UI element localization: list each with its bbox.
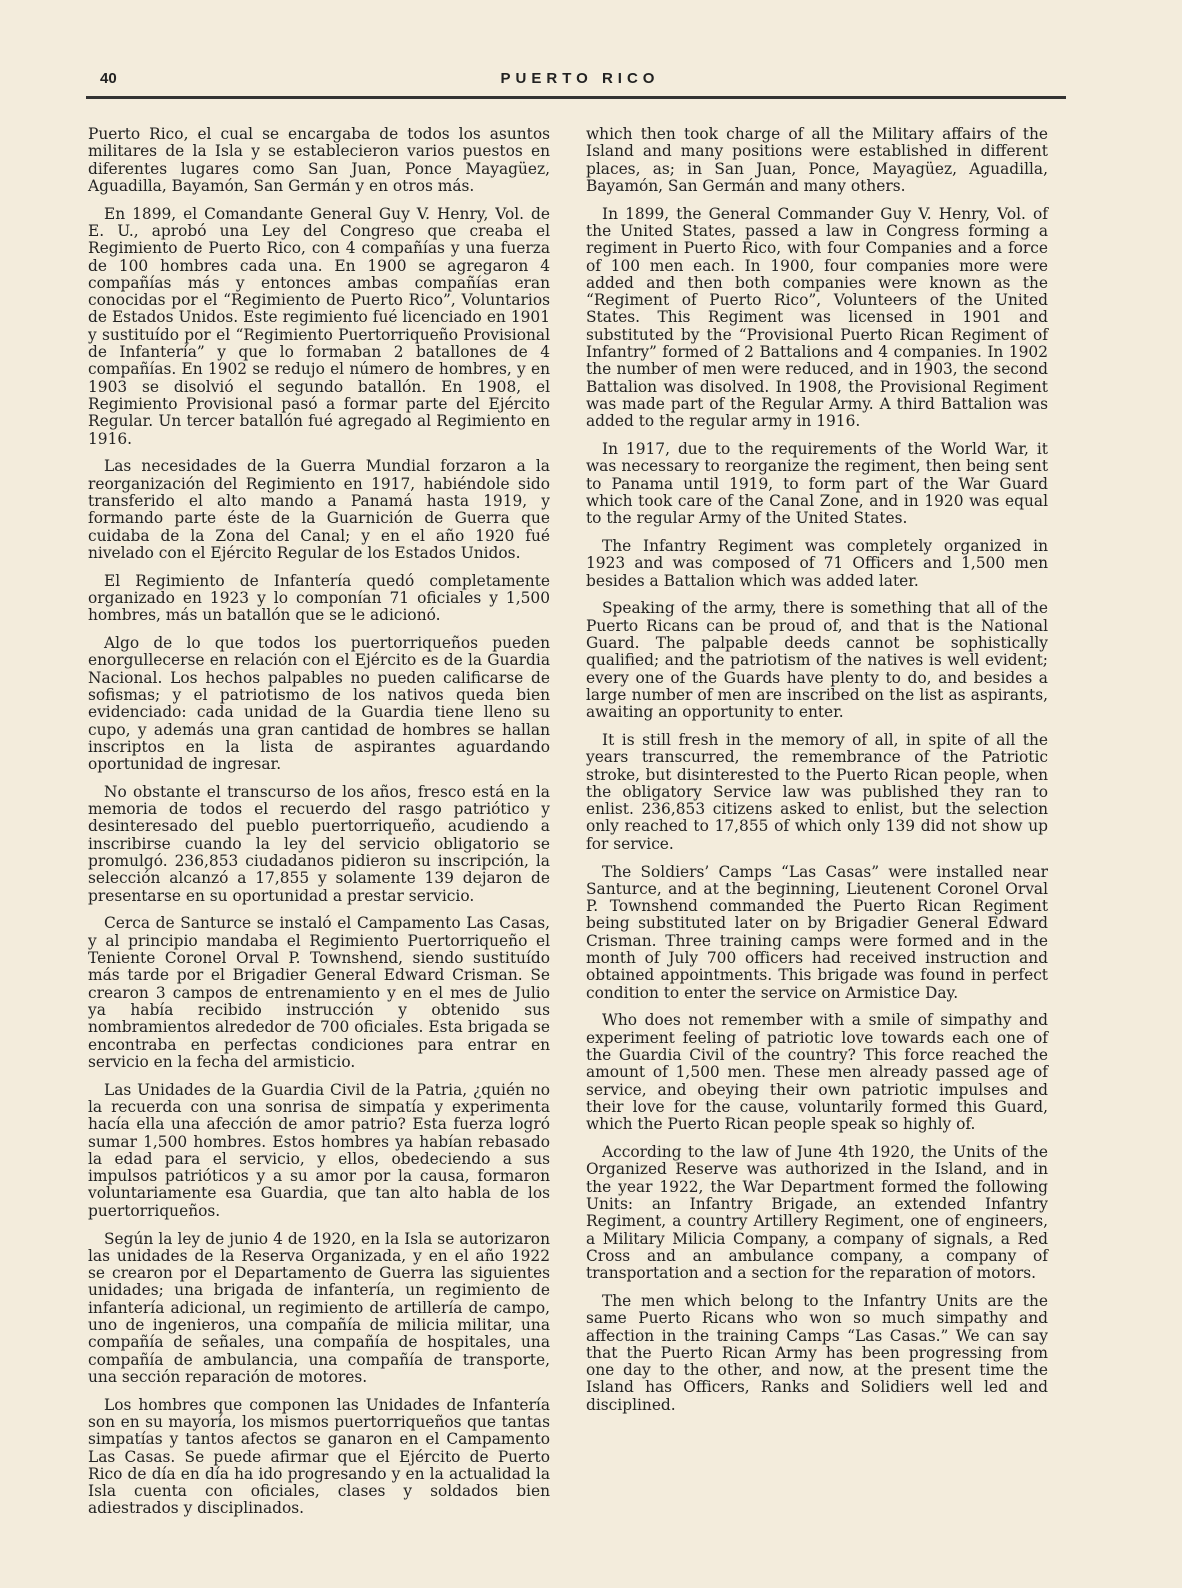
spanish-paragraph: Cerca de Santurce se instaló el Campamento Las Casas, y al principio mandaba el Regimiento Puertorriqueño el Teniente Coronel Orval P. Townshend, siendo sustituído más tarde por el Brigadier General Edward Crisman. Se crearon 3 campos de entrenamiento y en el mes de Julio ya había recibido instrucción y obtenido sus nombramientos alrededor de 700 oficiales. Esta brigada se encontraba en perfectas condiciones para entrar en servicio en la fecha del armisticio. [88,914,550,1071]
english-paragraph: Who does not remember with a smile of simpathy and experiment feeling of patriotic love towards each one of the Guardia Civil of the country? This force reached the amount of 1,500 men. These men already passed age of service, and obeying their own patriotic impulses and their love for the cause, voluntarily formed this Guard, which the Puerto Rican people speak so highly of. [586,1011,1048,1134]
english-paragraph: In 1917, due to the requirements of the World War, it was necessary to reorganize the regiment, then being sent to Panama until 1919, to form part of the War Guard which took care of the Canal Zone, and in 1920 was equal to the regular Army of the United States. [586,440,1048,528]
header-rule [86,96,1066,99]
english-paragraph: The Soldiers’ Camps “Las Casas” were installed near Santurce, and at the beginning, Lieutenent Coronel Orval P. Townshend commanded the Puerto Rican Regiment being substituted later on by Brigadier General Edward Crisman. Three training camps were formed and in the month of July 700 officers had received instruction and obtained appointments. This brigade was found in perfect condition to enter the service on Armistice Day. [586,862,1048,1002]
english-paragraph: According to the law of June 4th 1920, the Units of the Organized Reserve was authorized in the Island, and in the year 1922, the War Department formed the following Units: an Infantry Brigade, an extended Infantry Regiment, a country Artillery Regiment, one of engineers, a Military Milicia Company, a company of signals, a Red Cross and an ambulance company, a company of transportation and a section for the reparation of motors. [586,1143,1048,1283]
spanish-paragraph: Puerto Rico, el cual se encargaba de todos los asuntos militares de la Isla y se establecieron varios puestos en diferentes lugares como San Juan, Ponce Mayagüez, Aguadilla, Bayamón, San Germán y en otros más. [88,125,550,195]
spanish-paragraph: En 1899, el Comandante General Guy V. Henry, Vol. de E. U., aprobó una Ley del Congreso que creaba el Regimiento de Puerto Rico, con 4 compañías y una fuerza de 100 hombres cada una. En 1900 se agregaron 4 compañías más y entonces ambas compañías eran conocidas por el “Regimiento de Puerto Rico”, Voluntarios de Estados Unidos. Este regimiento fué licenciado en 1901 y sustituído por el “Regimiento Puertorriqueño Provisional de Infantería” y que lo formaban 2 batallones de 4 compañías. En 1902 se redujo el número de hombres, y en 1903 se disolvió el segundo batallón. En 1908, el Regimiento Provisional pasó a formar parte del Ejército Regular. Un tercer batallón fué agregado al Regimiento en 1916. [88,204,550,448]
journal-title: PUERTO RICO [500,70,660,87]
english-paragraph: The men which belong to the Infantry Units are the same Puerto Ricans who won so much simpathy and affection in the training Camps “Las Casas.” We can say that the Puerto Rican Army has been progressing from one day to the other, and now, at the present time the Island has Officers, Ranks and Solidiers well led and disciplined. [586,1291,1048,1414]
spanish-paragraph: No obstante el transcurso de los años, fresco está en la memoria de todos el recuerdo del rasgo patriótico y desinteresado del pueblo puertorriqueño, acudiendo a inscribirse cuando la ley del servicio obligatorio se promulgó. 236,853 ciudadanos pidieron su inscripción, la selección alcanzó a 17,855 y solamente 139 dejaron de presentarse en su oportunidad a prestar servicio. [88,782,550,905]
english-paragraph: Speaking of the army, there is something that all of the Puerto Ricans can be proud of, and that is the National Guard. The palpable deeds cannot be sophistically qualified; and the patriotism of the natives is well evident; every one of the Guards have plenty to do, and besides a large number of men are inscribed on the list as aspirants, awaiting an opportunity to enter. [586,599,1048,722]
spanish-paragraph: Según la ley de junio 4 de 1920, en la Isla se autorizaron las unidades de la Reserva Organizada, y en el año 1922 se crearon por el Departamento de Guerra las siguientes unidades; una brigada de infantería, un regimiento de infantería adicional, un regimiento de artillería de campo, uno de ingenieros, una compañía de milicia militar, una compañía de señales, una compañía de hospitales, una compañía de ambulancia, una compañía de transporte, una sección reparación de motores. [88,1229,550,1386]
english-paragraph: The Infantry Regiment was completely organized in 1923 and was composed of 71 Officers and 1,500 men besides a Battalion which was added later. [586,537,1048,590]
english-column [586,126,1048,1424]
spanish-paragraph: Algo de lo que todos los puertorriqueños pueden enorgullecerse en relación con el Ejército es de la Guardia Nacional. Los hechos palpables no pueden calificarse de sofismas; y el patriotismo de los nativos queda bien evidenciado: cada unidad de la Guardia tiene lleno su cupo, y además una gran cantidad de hombres se hallan inscriptos en la lista de aspirantes aguardando oportunidad de ingresar. [88,634,550,774]
page-header [100,64,1060,94]
spanish-paragraph: El Regimiento de Infantería quedó completamente organizado en 1923 y lo componían 71 oficiales y 1,500 hombres, más un batallón que se le adicionó. [88,571,550,625]
spanish-column [88,126,550,1528]
english-paragraph: In 1899, the General Commander Guy V. Henry, Vol. of the United States, passed a law in Congress forming a regiment in Puerto Rico, with four Companies and a force of 100 men each. In 1900, four companies more were added and then both companies were known as the “Regiment of Puerto Rico”, Volunteers of the United States. This Regiment was licensed in 1901 and substituted by the “Provisional Puerto Rican Regiment of Infantry” formed of 2 Battalions and 4 companies. In 1902 the number of men were reduced, and in 1903, the second Battalion was disolved. In 1908, the Provisional Regiment was made part of the Regular Army. A third Battalion was added to the regular army in 1916. [586,204,1048,431]
english-paragraph: It is still fresh in the memory of all, in spite of all the years transcurred, the remembrance of the Patriotic stroke, but disinterested to the Puerto Rican people, when the obligatory Service law was published they ran to enlist. 236,853 citizens asked to enlist, but the selection only reached to 17,855 of which only 139 did not show up for service. [586,731,1048,853]
spanish-paragraph: Las necesidades de la Guerra Mundial forzaron a la reorganización del Regimiento en 1917, habiéndole sido transferido el alto mando a Panamá hasta 1919, y formando parte éste de la Guarnición de Guerra que cuidaba de la Zona del Canal; y en el año 1920 fué nivelado con el Ejército Regular de los Estados Unidos. [88,457,550,562]
spanish-paragraph: Las Unidades de la Guardia Civil de la Patria, ¿quién no la recuerda con una sonrisa de simpatía y experimenta hacía ella una afección de amor patrio? Esta fuerza logró sumar 1,500 hombres. Estos hombres ya habían rebasado la edad para el servicio, y ellos, obedeciendo a sus impulsos patrióticos y a su amor por la causa, formaron voluntariamente esa Guardia, que tan alto habla de los puertorriqueños. [88,1080,550,1220]
spanish-paragraph: Los hombres que componen las Unidades de Infantería son en su mayoría, los mismos puertorriqueños que tantas simpatías y tantos afectos se ganaron en el Campamento Las Casas. Se puede afirmar que el Ejército de Puerto Rico de día en día ha ido progresando y en la actualidad la Isla cuenta con oficiales, clases y soldados bien adiestrados y disciplinados. [88,1395,550,1518]
english-paragraph: which then took charge of all the Military affairs of the Island and many positions were established in different places, as; in San Juan, Ponce, Mayagüez, Aguadilla, Bayamón, San Germán and many others. [586,125,1048,195]
page-number: 40 [100,70,117,87]
